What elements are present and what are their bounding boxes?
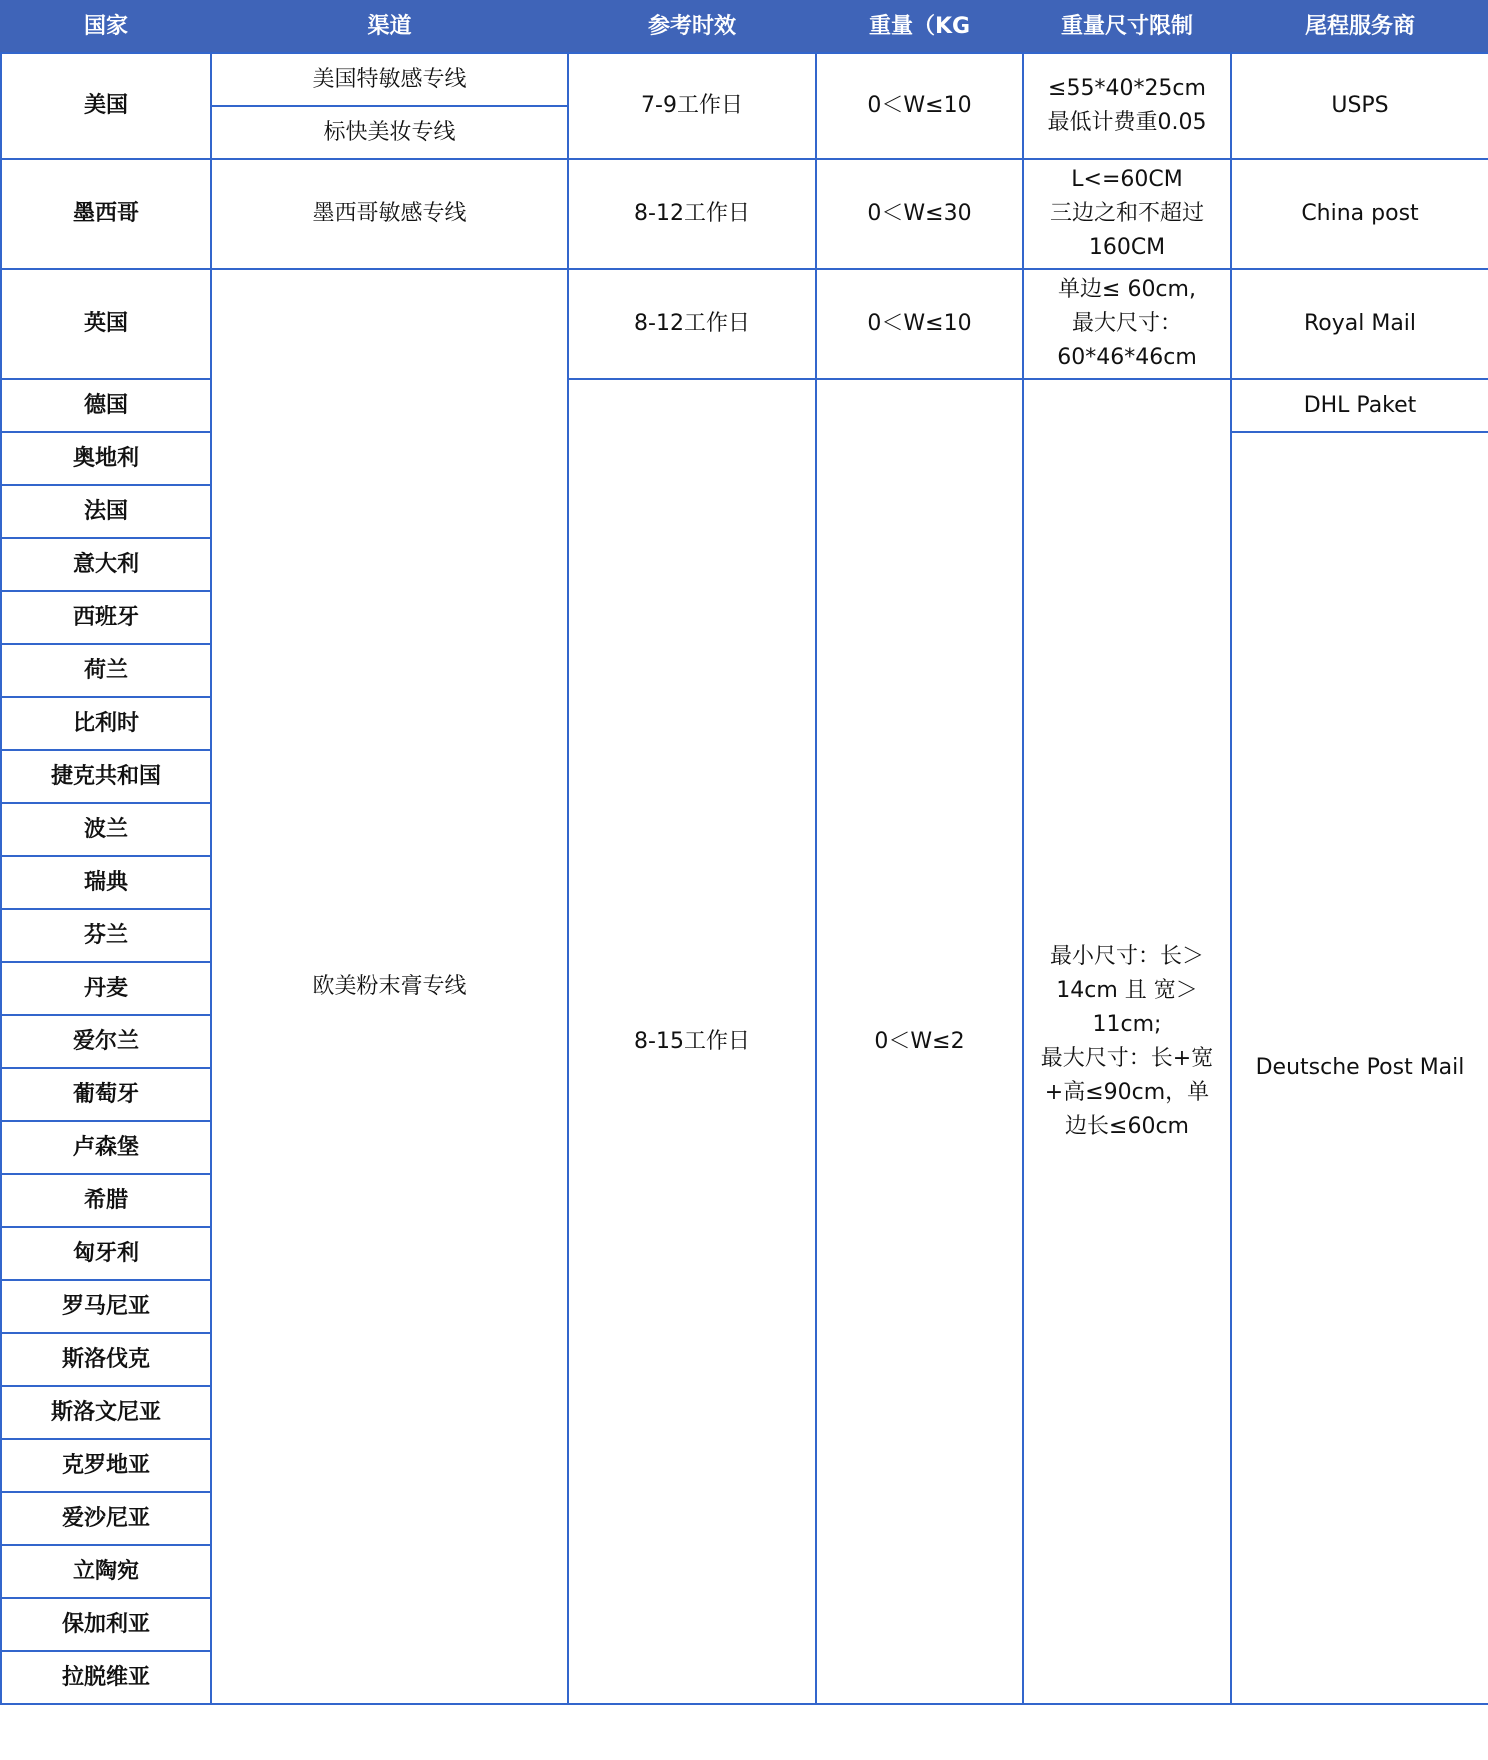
limits-usa-line2: 最低计费重0.05	[1047, 110, 1207, 135]
header-channel: 渠道	[211, 1, 568, 53]
table-row-uk	[1, 269, 1488, 379]
table-row-usa-1	[1, 53, 1488, 106]
limits-europe-line2: 14cm 且 宽＞	[1056, 977, 1198, 1003]
limits-uk-line3: 60*46*46cm	[1057, 345, 1197, 370]
country-mexico: 墨西哥	[1, 159, 211, 269]
country-cell: 荷兰	[1, 644, 211, 697]
country-cell: 比利时	[1, 697, 211, 750]
limits-usa	[1023, 53, 1231, 159]
country-cell: 斯洛文尼亚	[1, 1386, 211, 1439]
country-cell: 奥地利	[1, 432, 211, 485]
weight-europe: 0＜W≤2	[816, 379, 1023, 1704]
country-uk: 英国	[1, 269, 211, 379]
country-cell: 捷克共和国	[1, 750, 211, 803]
country-cell: 卢森堡	[1, 1121, 211, 1174]
limits-europe-line4: 最大尺寸：长+宽	[1040, 1045, 1214, 1071]
country-cell: 西班牙	[1, 591, 211, 644]
header-carrier: 尾程服务商	[1231, 1, 1488, 53]
weight-mexico: 0＜W≤30	[816, 159, 1023, 269]
country-cell: 葡萄牙	[1, 1068, 211, 1121]
weight-uk: 0＜W≤10	[816, 269, 1023, 379]
header-weight: 重量（KG	[816, 1, 1023, 53]
country-cell: 保加利亚	[1, 1598, 211, 1651]
limits-uk-line1: 单边≤ 60cm,	[1058, 277, 1196, 302]
limits-mexico-line3: 160CM	[1088, 235, 1166, 260]
limits-europe-line1: 最小尺寸：长＞	[1049, 943, 1204, 969]
country-cell: 波兰	[1, 803, 211, 856]
country-cell: 意大利	[1, 538, 211, 591]
carrier-europe: Deutsche Post Mail	[1231, 432, 1488, 1704]
limits-europe-line5: +高≤90cm，单	[1044, 1079, 1210, 1105]
country-cell: 克罗地亚	[1, 1439, 211, 1492]
header-row	[1, 1, 1488, 53]
time-mexico: 8-12工作日	[568, 159, 816, 269]
country-cell: 匈牙利	[1, 1227, 211, 1280]
limits-mexico-line2: 三边之和不超过	[1049, 201, 1204, 226]
weight-usa: 0＜W≤10	[816, 53, 1023, 159]
country-cell: 芬兰	[1, 909, 211, 962]
time-europe: 8-15工作日	[568, 379, 816, 1704]
limits-mexico	[1023, 159, 1231, 269]
country-cell: 希腊	[1, 1174, 211, 1227]
channel-usa-sensitive: 美国特敏感专线	[211, 53, 568, 106]
country-cell: 瑞典	[1, 856, 211, 909]
limits-usa-line1: ≤55*40*25cm	[1048, 76, 1206, 101]
country-cell: 立陶宛	[1, 1545, 211, 1598]
table-row-mexico	[1, 159, 1488, 269]
channel-mexico: 墨西哥敏感专线	[211, 159, 568, 269]
limits-europe-line3: 11cm;	[1092, 1011, 1162, 1037]
country-cell: 法国	[1, 485, 211, 538]
country-cell: 拉脱维亚	[1, 1651, 211, 1704]
carrier-usa: USPS	[1231, 53, 1488, 159]
limits-uk-line2: 最大尺寸：	[1071, 311, 1182, 336]
carrier-germany: DHL Paket	[1231, 379, 1488, 432]
country-cell: 爱尔兰	[1, 1015, 211, 1068]
country-cell: 丹麦	[1, 962, 211, 1015]
header-time: 参考时效	[568, 1, 816, 53]
carrier-uk: Royal Mail	[1231, 269, 1488, 379]
country-cell: 斯洛伐克	[1, 1333, 211, 1386]
header-limits: 重量尺寸限制	[1023, 1, 1231, 53]
country-usa: 美国	[1, 53, 211, 159]
time-uk: 8-12工作日	[568, 269, 816, 379]
channel-usa-beauty: 标快美妆专线	[211, 106, 568, 159]
limits-uk	[1023, 269, 1231, 379]
limits-europe-line6: 边长≤60cm	[1065, 1113, 1189, 1139]
header-country: 国家	[1, 1, 211, 53]
limits-mexico-line1: L<=60CM	[1071, 167, 1183, 192]
limits-europe	[1023, 379, 1231, 1704]
carrier-mexico: China post	[1231, 159, 1488, 269]
country-cell: 爱沙尼亚	[1, 1492, 211, 1545]
channel-europe: 欧美粉末膏专线	[211, 269, 568, 1704]
country-cell: 罗马尼亚	[1, 1280, 211, 1333]
time-usa: 7-9工作日	[568, 53, 816, 159]
country-germany: 德国	[1, 379, 211, 432]
